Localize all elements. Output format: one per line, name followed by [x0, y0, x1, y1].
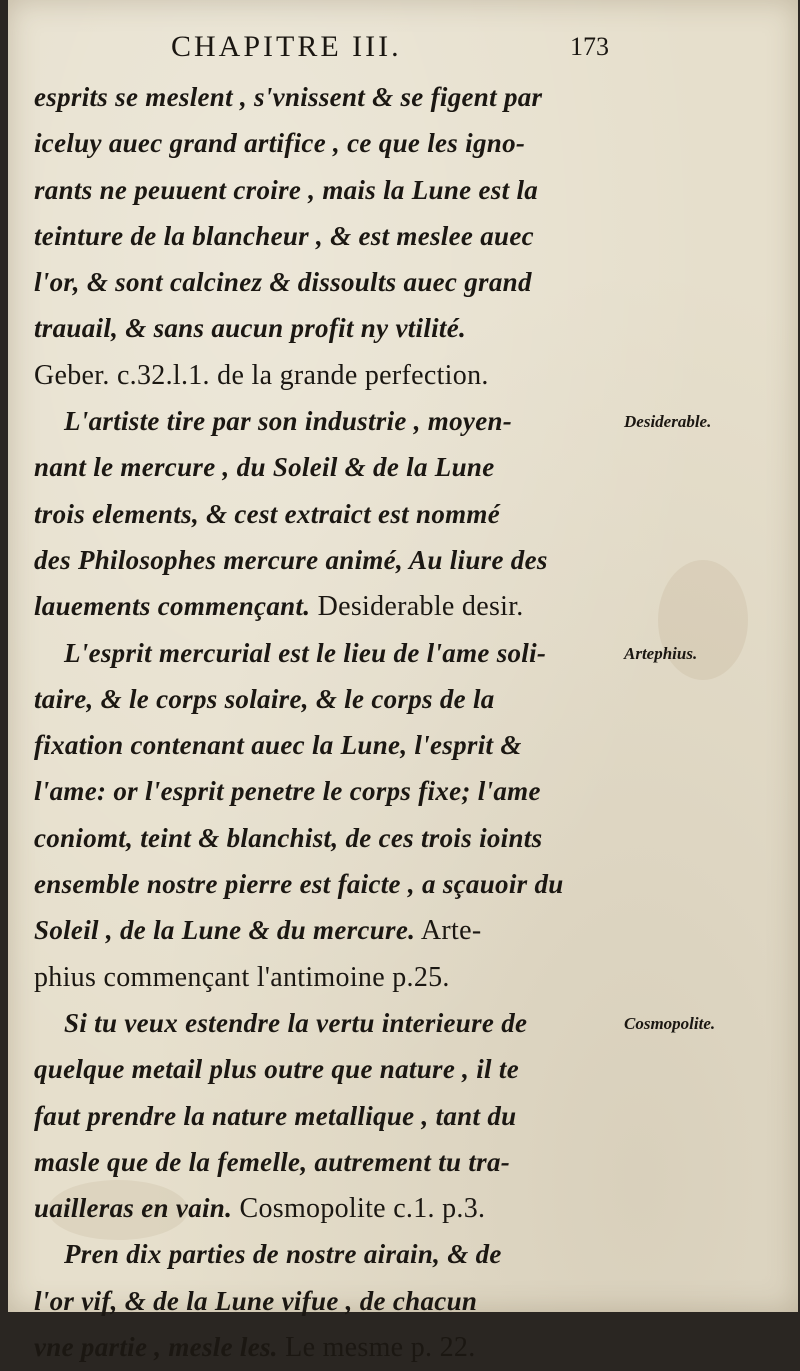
text-line: [34, 630, 634, 676]
italic-text: nant le mercure , du Soleil & de la Lune: [34, 452, 495, 483]
text-line: [34, 861, 634, 907]
book-page: [8, 0, 798, 1364]
italic-text: ensemble nostre pierre est faicte , a sçauoir du: [34, 869, 564, 900]
text-line: [34, 1000, 634, 1046]
page-header: [8, 30, 798, 74]
italic-text: taire, & le corps solaire, & le corps de la: [34, 683, 495, 714]
roman-text: Le mesme p. 22.: [277, 1332, 476, 1364]
text-line: [34, 1231, 634, 1277]
text-line: [34, 1278, 634, 1324]
running-head: CHAPITRE III.: [171, 30, 402, 63]
italic-text: iceluy auec grand artifice , ce que les igno-: [34, 128, 526, 159]
margin-note: Cosmopolite.: [624, 1014, 716, 1033]
italic-text: faut prendre la nature metallique , tant du: [34, 1100, 517, 1131]
body-text: [34, 74, 634, 1370]
italic-text: quelque metail plus outre que nature , il te: [34, 1054, 519, 1085]
italic-text: trois elements, & cest extraict est nommé: [34, 498, 500, 529]
text-line: [34, 537, 634, 583]
italic-text: vne partie , mesle les.: [34, 1332, 278, 1363]
text-line: [34, 1139, 634, 1185]
text-line: [34, 259, 634, 305]
roman-text: Geber. c.32.l.1. de la grande perfection.: [34, 359, 489, 391]
italic-text: des Philosophes mercure animé, Au liure des: [34, 544, 548, 575]
italic-text: L'artiste tire par son industrie , moyen-: [64, 406, 513, 437]
italic-text: Soleil , de la Lune & du mercure.: [34, 915, 416, 946]
italic-text: esprits se meslent , s'vnissent & se figent par: [34, 82, 543, 112]
text-line: [34, 74, 634, 120]
text-line: [34, 1324, 634, 1370]
page-number: 173: [570, 32, 609, 61]
text-line: [34, 583, 634, 629]
text-line: [34, 444, 634, 490]
margin-note: Artephius.: [624, 643, 698, 663]
roman-text: Cosmopolite c.1. p.3.: [232, 1193, 486, 1225]
margin-note: Desiderable.: [624, 412, 712, 432]
italic-text: masle que de la femelle, autrement tu tra-: [34, 1146, 511, 1177]
italic-text: trauail, & sans aucun profit ny vtilité.: [34, 313, 467, 344]
italic-text: lauements commençant.: [34, 591, 311, 622]
italic-text: fixation contenant auec la Lune, l'esprit &: [34, 730, 522, 761]
text-line: [34, 213, 634, 259]
italic-text: l'or vif, & de la Lune vifue , de chacun: [34, 1285, 478, 1316]
text-line: [34, 352, 634, 398]
italic-text: l'or, & sont calcinez & dissoults auec grand: [34, 267, 532, 298]
text-line: [34, 1093, 634, 1139]
text-line: [34, 1185, 634, 1231]
italic-text: L'esprit mercurial est le lieu de l'ame soli-: [64, 637, 547, 668]
text-line: [34, 167, 634, 213]
text-line: [34, 491, 634, 537]
italic-text: l'ame: or l'esprit penetre le corps fixe; l'ame: [34, 776, 541, 807]
italic-text: coniomt, teint & blanchist, de ces trois ioints: [34, 822, 543, 853]
text-line: [34, 768, 634, 814]
text-line: [34, 722, 634, 768]
text-line: [34, 676, 634, 722]
text-line: [34, 398, 634, 444]
roman-text: phius commençant l'antimoine p.25.: [34, 961, 450, 993]
text-line: [34, 907, 634, 953]
text-line: [34, 815, 634, 861]
text-line: [34, 1046, 634, 1092]
italic-text: Si tu veux estendre la vertu interieure de: [64, 1007, 528, 1038]
text-line: [34, 305, 634, 351]
text-line: [34, 954, 634, 1000]
italic-text: Pren dix parties de nostre airain, & de: [64, 1239, 502, 1270]
roman-text: Desiderable desir.: [310, 591, 524, 623]
italic-text: teinture de la blancheur , & est meslee auec: [34, 220, 534, 251]
italic-text: rants ne peuuent croire , mais la Lune est la: [34, 174, 539, 205]
italic-text: uailleras en vain.: [34, 1193, 233, 1224]
roman-text: Arte-: [415, 915, 482, 947]
text-line: [34, 120, 634, 166]
